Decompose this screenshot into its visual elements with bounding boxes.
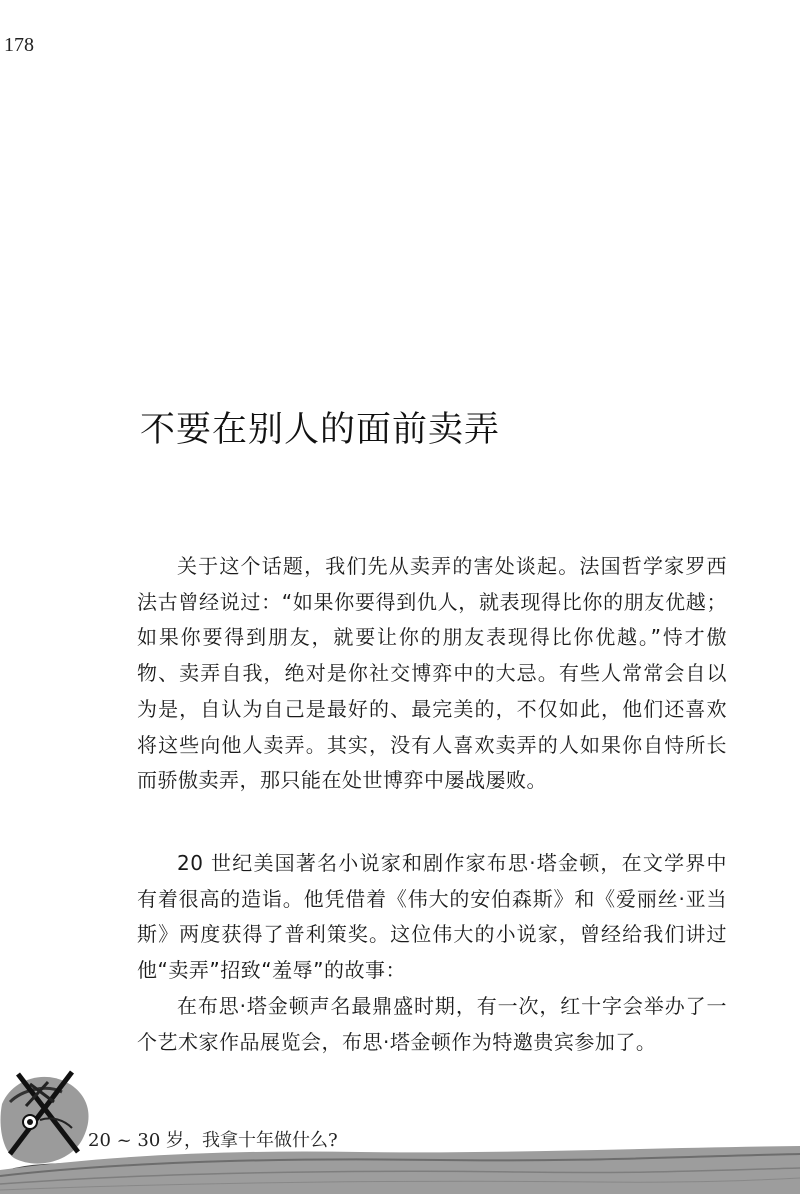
running-footer: 20 ~ 30 岁，我拿十年做什么? bbox=[88, 1130, 338, 1151]
paragraph: 在布思·塔金顿声名最鼎盛时期，有一次，红十字会举办了一个艺术家作品展览会，布思·塔金顿作为特邀贵宾参加了。 bbox=[137, 993, 727, 1054]
body-section-intro bbox=[137, 549, 727, 799]
chapter-title: 不要在别人的面前卖弄 bbox=[140, 410, 501, 450]
footer-band-decoration bbox=[0, 1140, 800, 1194]
paragraph: 关于这个话题，我们先从卖弄的害处谈起。法国哲学家罗西法古曾经说过：“如果你要得到仇人，就表现得比你的朋友优越；如果你要得到朋友，就要让你的朋友表现得比你优越。”恃才傲物、卖弄自我，绝对是你社交博弈中的大忌。有些人常常会自以为是，自认为自己是最好的、最完美的，不仅如此，他们还喜欢将这些向他人卖弄。其实，没有人喜欢卖弄的人如果你自恃所长而骄傲卖弄，那只能在处世博弈中屡战屡败。 bbox=[137, 554, 727, 793]
body-section-story bbox=[137, 846, 727, 1060]
paragraph: 20 世纪美国著名小说家和剧作家布思·塔金顿，在文学界中有着很高的造诣。他凭借着《伟大的安伯森斯》和《爱丽丝·亚当斯》两度获得了普利策奖。这位伟大的小说家，曾经给我们讲过他“卖弄”招致“羞辱”的故事： bbox=[137, 851, 727, 983]
page-number: 178 bbox=[4, 34, 34, 56]
